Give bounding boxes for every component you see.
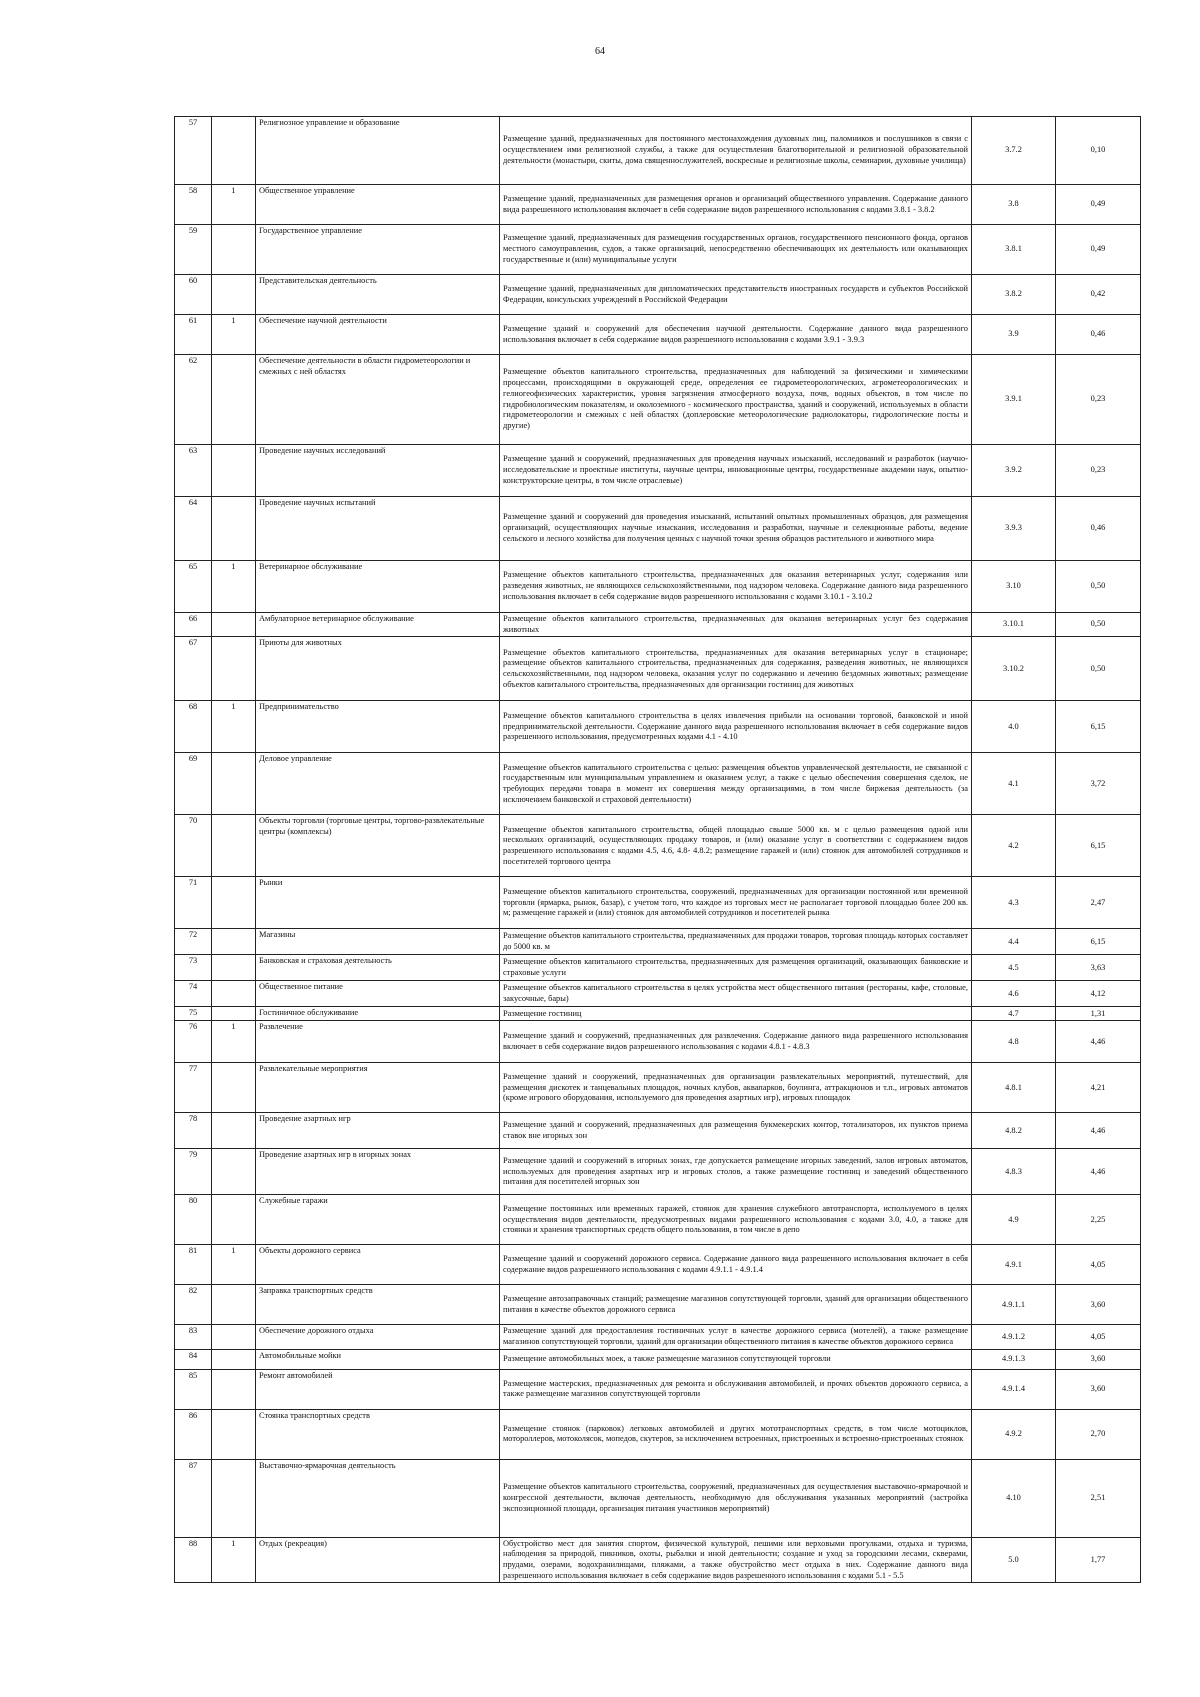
row-number-cell: 61 bbox=[175, 315, 212, 355]
use-code-cell: 4.9.2 bbox=[972, 1409, 1056, 1459]
row-number-cell: 79 bbox=[175, 1149, 212, 1195]
row-number-cell: 69 bbox=[175, 753, 212, 815]
table-row bbox=[175, 225, 1141, 275]
table-row bbox=[175, 613, 1141, 637]
coefficient-cell: 0,46 bbox=[1056, 497, 1141, 561]
coefficient-cell: 0,23 bbox=[1056, 445, 1141, 497]
coefficient-cell: 3,63 bbox=[1056, 955, 1141, 981]
table-row bbox=[175, 275, 1141, 315]
use-name-cell: Выставочно-ярмарочная деятельность bbox=[256, 1459, 500, 1537]
row-number-cell: 58 bbox=[175, 185, 212, 225]
coefficient-cell: 4,12 bbox=[1056, 981, 1141, 1007]
row-number-cell: 66 bbox=[175, 613, 212, 637]
table-row bbox=[175, 701, 1141, 753]
use-name-cell: Проведение азартных игр bbox=[256, 1113, 500, 1149]
coefficient-cell: 2,51 bbox=[1056, 1459, 1141, 1537]
row-number-cell: 80 bbox=[175, 1195, 212, 1245]
use-name-cell: Ремонт автомобилей bbox=[256, 1369, 500, 1409]
table-row bbox=[175, 877, 1141, 929]
use-description-cell: Размещение объектов капитального строительства в целях извлечения прибыли на основании торговой, банковской и иной предпринимательской деятельности. Содержание данного вида разрешенного использования включает в себя содержание видов разрешенного использования, предусмотренных кодами 4.1 - 4.10 bbox=[500, 701, 972, 753]
use-code-cell: 4.2 bbox=[972, 815, 1056, 877]
use-code-cell: 3.9.2 bbox=[972, 445, 1056, 497]
use-description-cell: Размещение объектов капитального строительства с целью: размещения объектов управленческой деятельности, не связанной с государственным или муниципальным управлением и оказанием услуг, а также с целью обеспечения совершения сделок, не требующих передачи товара в момент их совершения между организациями, в том числе биржевая деятельность (за исключением банковской и страховой деятельности) bbox=[500, 753, 972, 815]
use-description-cell: Размещение объектов капитального строительства, предназначенных для наблюдений за физическими и химическими процессами, происходящими в окружающей среде, определения ее гидрометеорологических, агрометеорологических и гелиогеофизических характеристик, уровня загрязнения атмосферного воздуха, почв, водных объектов, в том числе по гидробиологическим показателям, и околоземного - космического пространства, зданий и сооружений, используемых в области гидрометеорологии и смежных с ней областях (доплеровские метеорологические радиолокаторы, гидрологические посты и другие) bbox=[500, 355, 972, 445]
level-marker-cell bbox=[212, 1459, 256, 1537]
level-marker-cell: 1 bbox=[212, 185, 256, 225]
use-description-cell: Размещение стоянок (парковок) легковых автомобилей и других мототранспортных средств, в том числе мотоциклов, мотороллеров, мотоколясок, мопедов, скутеров, за исключением встроенных, пристроенных и встроенно-пристроенных стоянок bbox=[500, 1409, 972, 1459]
use-description-cell: Размещение зданий для предоставления гостиничных услуг в качестве дорожного сервиса (мотелей), а также размещение магазинов сопутствующей торговли, зданий для организации общественного питания в качестве объектов дорожного сервиса bbox=[500, 1325, 972, 1349]
use-name-cell: Деловое управление bbox=[256, 753, 500, 815]
table-row bbox=[175, 445, 1141, 497]
row-number-cell: 78 bbox=[175, 1113, 212, 1149]
use-code-cell: 4.9.1.2 bbox=[972, 1325, 1056, 1349]
use-code-cell: 4.3 bbox=[972, 877, 1056, 929]
table-row bbox=[175, 1409, 1141, 1459]
use-description-cell: Размещение объектов капитального строительства, предназначенных для оказания ветеринарных услуг без содержания животных bbox=[500, 613, 972, 637]
coefficient-cell: 3,72 bbox=[1056, 753, 1141, 815]
table-row bbox=[175, 561, 1141, 613]
row-number-cell: 70 bbox=[175, 815, 212, 877]
level-marker-cell bbox=[212, 1063, 256, 1113]
row-number-cell: 87 bbox=[175, 1459, 212, 1537]
coefficient-cell: 0,50 bbox=[1056, 613, 1141, 637]
row-number-cell: 86 bbox=[175, 1409, 212, 1459]
level-marker-cell: 1 bbox=[212, 1537, 256, 1583]
level-marker-cell: 1 bbox=[212, 561, 256, 613]
use-description-cell: Размещение зданий, предназначенных для размещения государственных органов, государственного пенсионного фонда, органов местного самоуправления, судов, а также организаций, непосредственно обеспечивающих их деятельность или оказывающих государственные и (или) муниципальные услуги bbox=[500, 225, 972, 275]
use-description-cell: Размещение объектов капитального строительства, предназначенных для размещения организаций, оказывающих банковские и страховые услуги bbox=[500, 955, 972, 981]
level-marker-cell bbox=[212, 1325, 256, 1349]
table-row bbox=[175, 185, 1141, 225]
use-name-cell: Магазины bbox=[256, 929, 500, 955]
use-code-cell: 4.8.2 bbox=[972, 1113, 1056, 1149]
row-number-cell: 77 bbox=[175, 1063, 212, 1113]
use-name-cell: Приюты для животных bbox=[256, 637, 500, 701]
level-marker-cell bbox=[212, 1369, 256, 1409]
level-marker-cell bbox=[212, 497, 256, 561]
table-row bbox=[175, 637, 1141, 701]
row-number-cell: 72 bbox=[175, 929, 212, 955]
coefficient-cell: 4,46 bbox=[1056, 1149, 1141, 1195]
use-code-cell: 4.7 bbox=[972, 1007, 1056, 1021]
use-description-cell: Размещение объектов капитального строительства, предназначенных для продажи товаров, торговая площадь которых составляет до 5000 кв. м bbox=[500, 929, 972, 955]
use-code-cell: 4.9.1.4 bbox=[972, 1369, 1056, 1409]
use-description-cell: Размещение гостиниц bbox=[500, 1007, 972, 1021]
coefficient-cell: 0,50 bbox=[1056, 637, 1141, 701]
use-name-cell: Объекты торговли (торговые центры, торгово-развлекательные центры (комплексы) bbox=[256, 815, 500, 877]
use-name-cell: Проведение азартных игр в игорных зонах bbox=[256, 1149, 500, 1195]
table-row bbox=[175, 1459, 1141, 1537]
use-code-cell: 4.6 bbox=[972, 981, 1056, 1007]
table-row bbox=[175, 1021, 1141, 1063]
use-description-cell: Размещение зданий и сооружений в игорных зонах, где допускается размещение игорных заведений, залов игровых автоматов, используемых для проведения азартных игр и игровых столов, а также размещение гостиниц и заведений общественного питания для посетителей игорных зон bbox=[500, 1149, 972, 1195]
table-row bbox=[175, 929, 1141, 955]
coefficient-cell: 4,21 bbox=[1056, 1063, 1141, 1113]
use-name-cell: Отдых (рекреация) bbox=[256, 1537, 500, 1583]
use-code-cell: 4.4 bbox=[972, 929, 1056, 955]
use-name-cell: Обеспечение научной деятельности bbox=[256, 315, 500, 355]
use-name-cell: Предпринимательство bbox=[256, 701, 500, 753]
row-number-cell: 74 bbox=[175, 981, 212, 1007]
row-number-cell: 73 bbox=[175, 955, 212, 981]
table-row bbox=[175, 1113, 1141, 1149]
use-description-cell: Размещение объектов капитального строительства, предназначенных для оказания ветеринарных услуг в стационаре; размещение объектов капитального строительства, предназначенных для содержания, разведения животных, не являющихся сельскохозяйственными, под надзором человека, оказания услуг по содержанию и лечению бездомных животных; размещение объектов капитального строительства, предназначенных для организации гостиниц для животных bbox=[500, 637, 972, 701]
use-description-cell: Размещение зданий и сооружений для обеспечения научной деятельности. Содержание данного вида разрешенного использования включает в себя содержание видов разрешенного использования с кодами 3.9.1 - 3.9.3 bbox=[500, 315, 972, 355]
row-number-cell: 75 bbox=[175, 1007, 212, 1021]
level-marker-cell: 1 bbox=[212, 701, 256, 753]
use-name-cell: Стоянка транспортных средств bbox=[256, 1409, 500, 1459]
level-marker-cell: 1 bbox=[212, 1021, 256, 1063]
use-description-cell: Размещение зданий, предназначенных для размещения органов и организаций общественного управления. Содержание данного вида разрешенного использования включает в себя содержание видов разрешенного использования с кодами 3.8.1 - 3.8.2 bbox=[500, 185, 972, 225]
coefficient-cell: 0,46 bbox=[1056, 315, 1141, 355]
land-use-table bbox=[174, 116, 1141, 1583]
use-name-cell: Автомобильные мойки bbox=[256, 1349, 500, 1369]
use-description-cell: Размещение мастерских, предназначенных для ремонта и обслуживания автомобилей, и прочих объектов дорожного сервиса, а также размещение магазинов сопутствующей торговли bbox=[500, 1369, 972, 1409]
table-row bbox=[175, 355, 1141, 445]
use-description-cell: Размещение зданий и сооружений, предназначенных для организации развлекательных мероприятий, путешествий, для размещения дискотек и танцевальных площадок, ночных клубов, аквапарков, боулинга, аттракционов и т.п., игровых автоматов (кроме игрового оборудования, используемого для проведения азартных игр), игровых площадок bbox=[500, 1063, 972, 1113]
use-description-cell: Размещение автозаправочных станций; размещение магазинов сопутствующей торговли, зданий для организации общественного питания в качестве объектов дорожного сервиса bbox=[500, 1285, 972, 1325]
use-name-cell: Представительская деятельность bbox=[256, 275, 500, 315]
level-marker-cell bbox=[212, 1113, 256, 1149]
use-name-cell: Гостиничное обслуживание bbox=[256, 1007, 500, 1021]
table-row bbox=[175, 1537, 1141, 1583]
level-marker-cell bbox=[212, 1195, 256, 1245]
row-number-cell: 68 bbox=[175, 701, 212, 753]
use-description-cell: Размещение зданий и сооружений для проведения изысканий, испытаний опытных промышленных образцов, для размещения организаций, осуществляющих научные изыскания, исследования и разработки, научные и селекционные работы, ведение сельского и лесного хозяйства для получения ценных с научной точки зрения образцов растительного и животного мира bbox=[500, 497, 972, 561]
use-description-cell: Размещение зданий и сооружений, предназначенных для проведения научных изысканий, исследований и разработок (научно-исследовательские и проектные институты, научные центры, инновационные центры, государственные академии наук, опытно-конструкторские центры, в том числе отраслевые) bbox=[500, 445, 972, 497]
level-marker-cell bbox=[212, 1285, 256, 1325]
use-name-cell: Заправка транспортных средств bbox=[256, 1285, 500, 1325]
level-marker-cell bbox=[212, 1007, 256, 1021]
coefficient-cell: 3,60 bbox=[1056, 1369, 1141, 1409]
use-name-cell: Служебные гаражи bbox=[256, 1195, 500, 1245]
coefficient-cell: 0,49 bbox=[1056, 225, 1141, 275]
use-code-cell: 3.8.2 bbox=[972, 275, 1056, 315]
use-name-cell: Общественное питание bbox=[256, 981, 500, 1007]
row-number-cell: 67 bbox=[175, 637, 212, 701]
row-number-cell: 64 bbox=[175, 497, 212, 561]
table-row bbox=[175, 955, 1141, 981]
row-number-cell: 71 bbox=[175, 877, 212, 929]
level-marker-cell bbox=[212, 753, 256, 815]
use-code-cell: 3.9.3 bbox=[972, 497, 1056, 561]
use-name-cell: Развлечение bbox=[256, 1021, 500, 1063]
use-code-cell: 4.0 bbox=[972, 701, 1056, 753]
row-number-cell: 82 bbox=[175, 1285, 212, 1325]
use-code-cell: 4.1 bbox=[972, 753, 1056, 815]
use-name-cell: Объекты дорожного сервиса bbox=[256, 1245, 500, 1285]
table-row bbox=[175, 497, 1141, 561]
coefficient-cell: 4,46 bbox=[1056, 1113, 1141, 1149]
coefficient-cell: 1,77 bbox=[1056, 1537, 1141, 1583]
use-description-cell: Размещение зданий и сооружений дорожного сервиса. Содержание данного вида разрешенного использования включает в себя содержание видов разрешенного использования с кодами 4.9.1.1 - 4.9.1.4 bbox=[500, 1245, 972, 1285]
row-number-cell: 63 bbox=[175, 445, 212, 497]
use-code-cell: 3.8.1 bbox=[972, 225, 1056, 275]
coefficient-cell: 2,70 bbox=[1056, 1409, 1141, 1459]
use-name-cell: Государственное управление bbox=[256, 225, 500, 275]
use-name-cell: Обеспечение деятельности в области гидрометеорологии и смежных с ней областях bbox=[256, 355, 500, 445]
table-row bbox=[175, 1285, 1141, 1325]
row-number-cell: 76 bbox=[175, 1021, 212, 1063]
table-row bbox=[175, 753, 1141, 815]
page-number: 64 bbox=[595, 46, 605, 57]
coefficient-cell: 0,50 bbox=[1056, 561, 1141, 613]
use-description-cell: Размещение объектов капитального строительства, общей площадью свыше 5000 кв. м с целью размещения одной или нескольких организаций, осуществляющих продажу товаров, и (или) оказание услуг в соответствии с содержанием видов разрешенного использования с кодами 4.5, 4.6, 4.8- 4.8.2; размещение гаражей и (или) стоянок для автомобилей сотрудников и посетителей торгового центра bbox=[500, 815, 972, 877]
level-marker-cell bbox=[212, 225, 256, 275]
use-name-cell: Общественное управление bbox=[256, 185, 500, 225]
use-code-cell: 4.8 bbox=[972, 1021, 1056, 1063]
coefficient-cell: 0,10 bbox=[1056, 117, 1141, 185]
coefficient-cell: 6,15 bbox=[1056, 929, 1141, 955]
use-code-cell: 4.9.1 bbox=[972, 1245, 1056, 1285]
coefficient-cell: 1,31 bbox=[1056, 1007, 1141, 1021]
table-row bbox=[175, 1369, 1141, 1409]
use-description-cell: Размещение объектов капитального строительства в целях устройства мест общественного питания (рестораны, кафе, столовые, закусочные, бары) bbox=[500, 981, 972, 1007]
table-row bbox=[175, 815, 1141, 877]
table-row bbox=[175, 117, 1141, 185]
row-number-cell: 60 bbox=[175, 275, 212, 315]
use-description-cell: Размещение автомобильных моек, а также размещение магазинов сопутствующей торговли bbox=[500, 1349, 972, 1369]
use-code-cell: 4.10 bbox=[972, 1459, 1056, 1537]
use-name-cell: Религиозное управление и образование bbox=[256, 117, 500, 185]
row-number-cell: 62 bbox=[175, 355, 212, 445]
use-name-cell: Обеспечение дорожного отдыха bbox=[256, 1325, 500, 1349]
level-marker-cell: 1 bbox=[212, 1245, 256, 1285]
coefficient-cell: 6,15 bbox=[1056, 701, 1141, 753]
table-row bbox=[175, 1325, 1141, 1349]
level-marker-cell: 1 bbox=[212, 315, 256, 355]
use-name-cell: Ветеринарное обслуживание bbox=[256, 561, 500, 613]
use-code-cell: 4.5 bbox=[972, 955, 1056, 981]
use-description-cell: Размещение объектов капитального строительства, сооружений, предназначенных для организации постоянной или временной торговли (ярмарка, рынок, базар), с учетом того, что каждое из торговых мест не располагает торговой площадью более 200 кв. м; размещение гаражей и (или) стоянок для автомобилей сотрудников и посетителей рынка bbox=[500, 877, 972, 929]
use-description-cell: Размещение зданий, предназначенных для дипломатических представительств иностранных государств и субъектов Российской Федерации, консульских учреждений в Российской Федерации bbox=[500, 275, 972, 315]
coefficient-cell: 2,47 bbox=[1056, 877, 1141, 929]
table-row bbox=[175, 1063, 1141, 1113]
use-code-cell: 4.8.3 bbox=[972, 1149, 1056, 1195]
level-marker-cell bbox=[212, 355, 256, 445]
row-number-cell: 88 bbox=[175, 1537, 212, 1583]
coefficient-cell: 6,15 bbox=[1056, 815, 1141, 877]
use-name-cell: Проведение научных исследований bbox=[256, 445, 500, 497]
table-row bbox=[175, 1195, 1141, 1245]
use-code-cell: 3.10.2 bbox=[972, 637, 1056, 701]
coefficient-cell: 4,46 bbox=[1056, 1021, 1141, 1063]
level-marker-cell bbox=[212, 1149, 256, 1195]
use-description-cell: Обустройство мест для занятия спортом, физической культурой, пешими или верховыми прогулками, отдыха и туризма, наблюдения за природой, пикников, охоты, рыбалки и иной деятельности; создание и уход за городскими лесами, скверами, прудами, озерами, водохранилищами, пляжами, а также обустройство мест отдыха в них. Содержание данного вида разрешенного использования включает в себя содержание видов разрешенного использования с кодами 5.1 - 5.5 bbox=[500, 1537, 972, 1583]
use-description-cell: Размещение зданий, предназначенных для постоянного местонахождения духовных лиц, паломников и послушников в связи с осуществлением ими религиозной службы, а также для осуществления благотворительной и религиозной образовательной деятельности (монастыри, скиты, дома священнослужителей, воскресные и религиозные школы, семинарии, духовные училища) bbox=[500, 117, 972, 185]
level-marker-cell bbox=[212, 637, 256, 701]
level-marker-cell bbox=[212, 877, 256, 929]
use-name-cell: Амбулаторное ветеринарное обслуживание bbox=[256, 613, 500, 637]
use-code-cell: 4.9.1.1 bbox=[972, 1285, 1056, 1325]
coefficient-cell: 0,49 bbox=[1056, 185, 1141, 225]
row-number-cell: 59 bbox=[175, 225, 212, 275]
table-row bbox=[175, 1245, 1141, 1285]
table-row bbox=[175, 315, 1141, 355]
row-number-cell: 84 bbox=[175, 1349, 212, 1369]
use-name-cell: Проведение научных испытаний bbox=[256, 497, 500, 561]
table-row bbox=[175, 981, 1141, 1007]
level-marker-cell bbox=[212, 1349, 256, 1369]
row-number-cell: 85 bbox=[175, 1369, 212, 1409]
use-code-cell: 4.9 bbox=[972, 1195, 1056, 1245]
level-marker-cell bbox=[212, 275, 256, 315]
use-code-cell: 3.10.1 bbox=[972, 613, 1056, 637]
use-code-cell: 3.10 bbox=[972, 561, 1056, 613]
level-marker-cell bbox=[212, 1409, 256, 1459]
coefficient-cell: 2,25 bbox=[1056, 1195, 1141, 1245]
row-number-cell: 57 bbox=[175, 117, 212, 185]
use-description-cell: Размещение постоянных или временных гаражей, стоянок для хранения служебного автотранспорта, используемого в целях осуществления видов деятельности, предусмотренных видами разрешенного использования с кодами 3.0, 4.0, а также для стоянки и хранения транспортных средств общего пользования, в том числе в депо bbox=[500, 1195, 972, 1245]
table-row bbox=[175, 1007, 1141, 1021]
level-marker-cell bbox=[212, 613, 256, 637]
level-marker-cell bbox=[212, 117, 256, 185]
use-code-cell: 4.9.1.3 bbox=[972, 1349, 1056, 1369]
use-code-cell: 3.9 bbox=[972, 315, 1056, 355]
coefficient-cell: 0,42 bbox=[1056, 275, 1141, 315]
row-number-cell: 81 bbox=[175, 1245, 212, 1285]
level-marker-cell bbox=[212, 955, 256, 981]
coefficient-cell: 3,60 bbox=[1056, 1349, 1141, 1369]
use-code-cell: 4.8.1 bbox=[972, 1063, 1056, 1113]
row-number-cell: 65 bbox=[175, 561, 212, 613]
use-code-cell: 3.8 bbox=[972, 185, 1056, 225]
use-code-cell: 3.9.1 bbox=[972, 355, 1056, 445]
use-description-cell: Размещение объектов капитального строительства, предназначенных для оказания ветеринарных услуг, содержания или разведения животных, не являющихся сельскохозяйственными, под надзором человека. Содержание данного вида разрешенного использования включает в себя содержание видов разрешенного использования с кодами 3.10.1 - 3.10.2 bbox=[500, 561, 972, 613]
level-marker-cell bbox=[212, 445, 256, 497]
level-marker-cell bbox=[212, 815, 256, 877]
use-description-cell: Размещение зданий и сооружений, предназначенных для размещения букмекерских контор, тотализаторов, их пунктов приема ставок вне игорных зон bbox=[500, 1113, 972, 1149]
coefficient-cell: 4,05 bbox=[1056, 1325, 1141, 1349]
use-code-cell: 5.0 bbox=[972, 1537, 1056, 1583]
use-code-cell: 3.7.2 bbox=[972, 117, 1056, 185]
level-marker-cell bbox=[212, 981, 256, 1007]
table-row bbox=[175, 1349, 1141, 1369]
coefficient-cell: 0,23 bbox=[1056, 355, 1141, 445]
coefficient-cell: 3,60 bbox=[1056, 1285, 1141, 1325]
level-marker-cell bbox=[212, 929, 256, 955]
use-description-cell: Размещение объектов капитального строительства, сооружений, предназначенных для осуществления выставочно-ярмарочной и конгрессной деятельности, включая деятельность, необходимую для обслуживания указанных мероприятий (застройка экспозиционной площади, организация питания участников мероприятий) bbox=[500, 1459, 972, 1537]
table-body bbox=[175, 117, 1141, 1583]
use-name-cell: Развлекательные мероприятия bbox=[256, 1063, 500, 1113]
use-name-cell: Рынки bbox=[256, 877, 500, 929]
use-name-cell: Банковская и страховая деятельность bbox=[256, 955, 500, 981]
use-description-cell: Размещение зданий и сооружений, предназначенных для развлечения. Содержание данного вида разрешенного использования включает в себя содержание видов разрешенного использования с кодами 4.8.1 - 4.8.3 bbox=[500, 1021, 972, 1063]
table-row bbox=[175, 1149, 1141, 1195]
coefficient-cell: 4,05 bbox=[1056, 1245, 1141, 1285]
row-number-cell: 83 bbox=[175, 1325, 212, 1349]
